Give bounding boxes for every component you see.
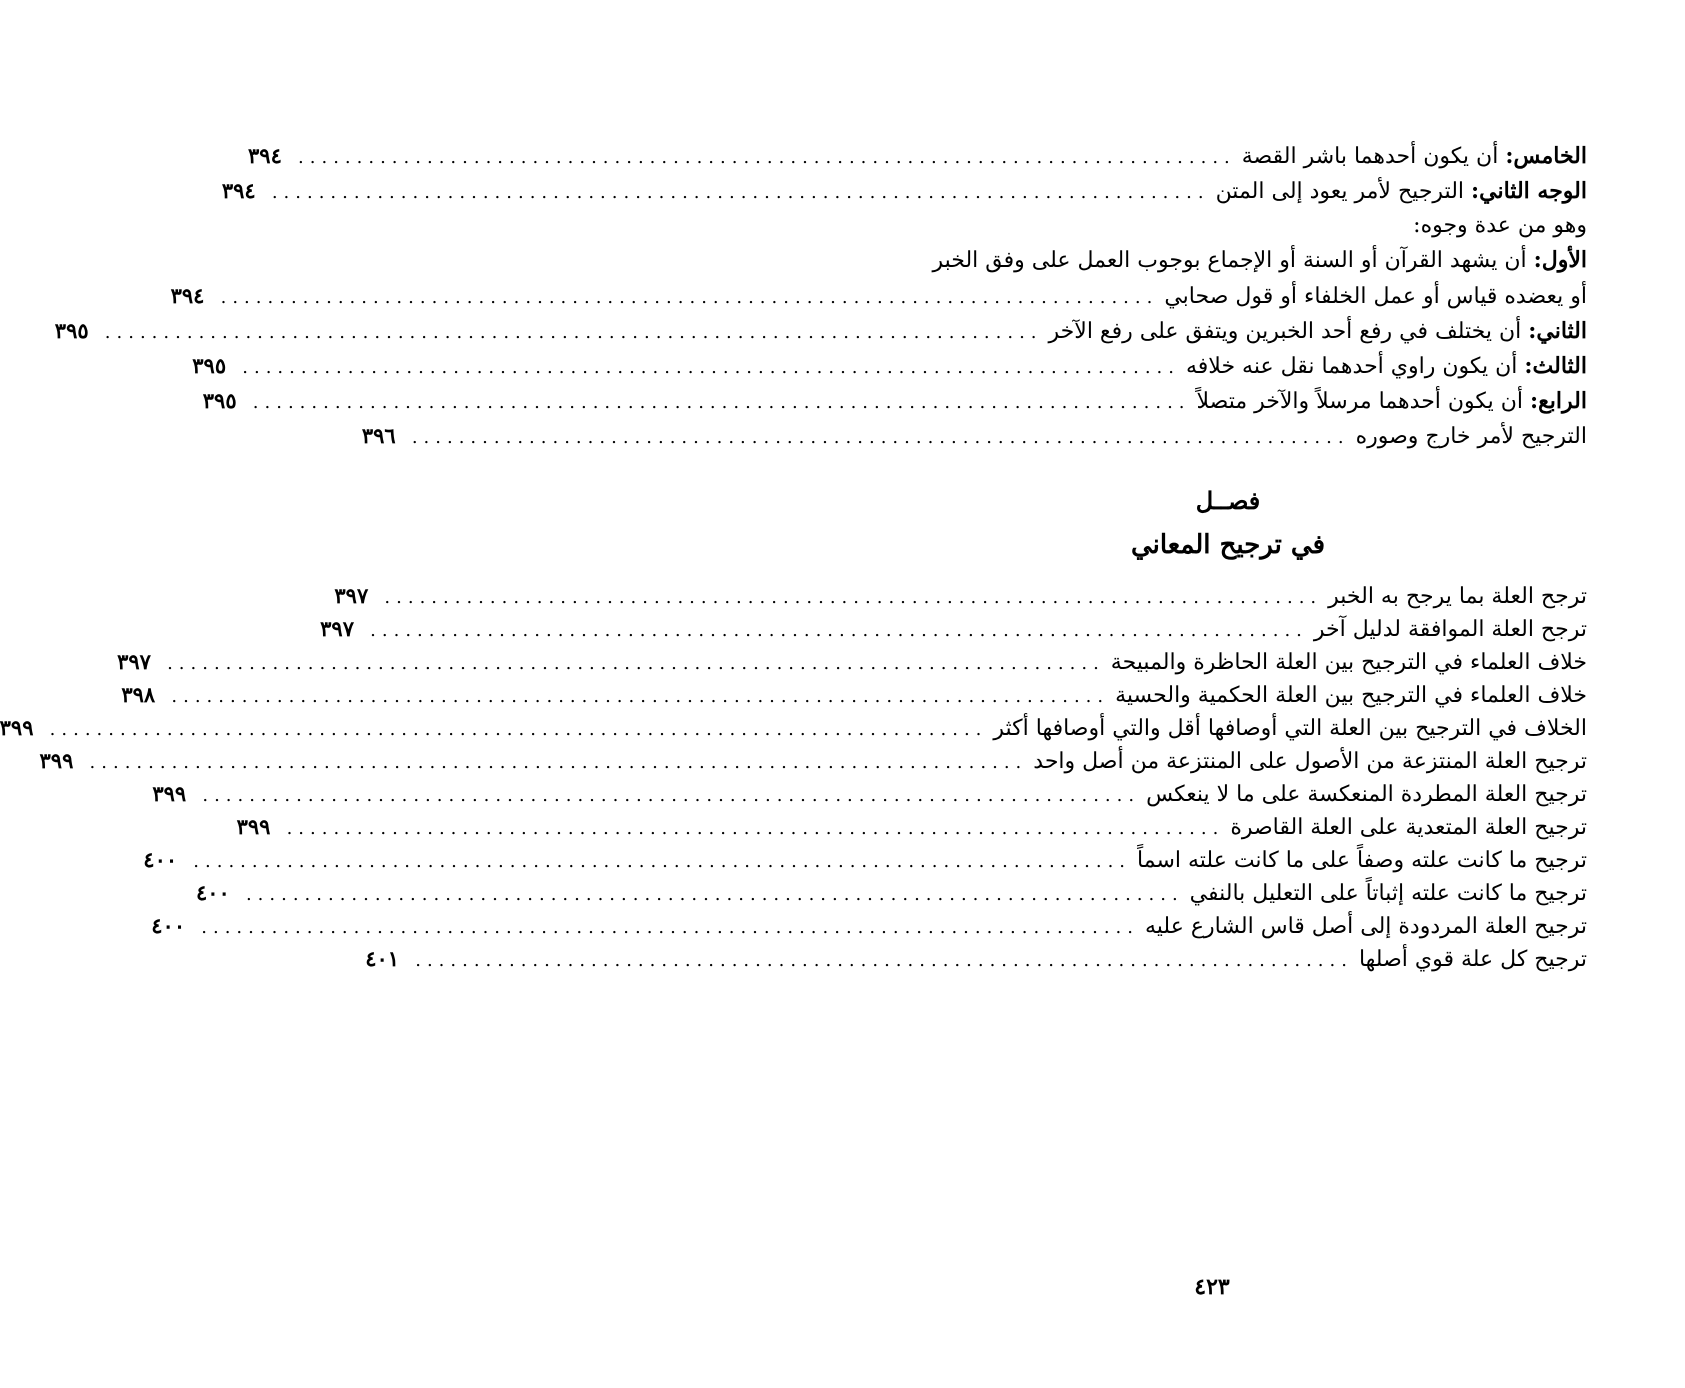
dot-leader: ................................................................................ xyxy=(167,653,1105,674)
entry-lead: الوجه الثاني: xyxy=(1471,178,1587,204)
toc-entry xyxy=(0,711,1587,744)
entry-text xyxy=(1356,419,1587,454)
toc-entry xyxy=(195,876,1587,909)
dot-leader: ................................................................................ xyxy=(242,357,1180,378)
entry-text xyxy=(1186,349,1587,384)
entry-title: ترجيح العلة المطردة المنعكسة على ما لا ينعكس xyxy=(1146,782,1587,807)
entry-title: ترجح العلة بما يرجح به الخبر xyxy=(1328,584,1587,609)
toc-entry xyxy=(192,348,1587,383)
entry-title: خلاف العلماء في الترجيح بين العلة الحاظرة والمبيحة xyxy=(1110,650,1587,675)
page-number: ٣٩٩ xyxy=(0,715,34,740)
toc-entry xyxy=(143,843,1587,876)
entry-title: الترجيح لأمر يعود إلى المتن xyxy=(1215,179,1465,204)
toc-entry xyxy=(221,173,1587,208)
page-number: ٣٩٥ xyxy=(54,318,89,343)
entry-title-line1: أن يشهد القرآن أو السنة أو الإجماع بوجوب العمل على وفق الخبر xyxy=(932,248,1527,273)
entry-lead: الخامس: xyxy=(1505,143,1587,169)
toc-entry xyxy=(361,418,1587,453)
page-number: ٤٠٠ xyxy=(195,880,230,905)
entry-text xyxy=(1242,139,1587,174)
toc-entry xyxy=(39,744,1587,777)
page-number: ٣٩٦ xyxy=(361,423,396,448)
dot-leader: ................................................................................ xyxy=(271,182,1210,203)
dot-leader: ................................................................................ xyxy=(49,719,988,740)
dot-leader: ................................................................................ xyxy=(411,427,1350,448)
intro-text: وهو من عدة وجوه: xyxy=(1413,213,1587,238)
page-number: ٣٩٤ xyxy=(221,178,256,203)
toc-entry xyxy=(152,777,1587,810)
dot-leader: ................................................................................ xyxy=(201,917,1139,938)
entry-lead: الثالث: xyxy=(1524,353,1587,379)
page-number: ٣٩٧ xyxy=(117,649,151,674)
page-number: ٤٠١ xyxy=(365,946,400,971)
page-number: ٣٩٥ xyxy=(192,353,227,378)
page-number: ٣٩٥ xyxy=(202,388,237,413)
dot-leader: ................................................................................ xyxy=(370,620,1308,641)
entry-title: أن يختلف في رفع أحد الخبرين ويتفق على رفع الآخر xyxy=(1048,319,1522,344)
toc-entry xyxy=(248,138,1587,173)
page-number: ٣٩٩ xyxy=(39,748,74,773)
entry-text xyxy=(1216,174,1587,209)
dot-leader: ................................................................................ xyxy=(104,322,1043,343)
entry-title: ترجيح ما كانت علته وصفاً على ما كانت علته اسماً xyxy=(1137,848,1587,873)
entry-lead: الرابع: xyxy=(1529,388,1587,414)
entry-title: ترجح العلة الموافقة لدليل آخر xyxy=(1313,617,1587,642)
page-number: ٣٩٤ xyxy=(170,283,205,308)
entry-title: ترجيح كل علة قوي أصلها xyxy=(1358,947,1587,972)
entry-title: خلاف العلماء في الترجيح بين العلة الحكمية والحسية xyxy=(1115,683,1587,708)
section-entries xyxy=(0,579,1587,975)
page-number: ٣٩٩ xyxy=(236,814,271,839)
entry-text xyxy=(1049,314,1587,349)
toc-entry xyxy=(320,612,1587,645)
page-number: ٣٩٩ xyxy=(152,781,187,806)
dot-leader: ................................................................................ xyxy=(415,950,1353,971)
toc-entry xyxy=(151,909,1587,942)
toc-entry xyxy=(236,810,1587,843)
entry-title: أن يكون راوي أحدهما نقل عنه خلافه xyxy=(1186,354,1518,379)
dot-leader: ................................................................................ xyxy=(286,818,1225,839)
dot-leader: ................................................................................ xyxy=(193,851,1132,872)
dot-leader: ................................................................................ xyxy=(384,587,1323,608)
toc-entry xyxy=(334,579,1587,612)
entry-title: ترجيح العلة المنتزعة من الأصول على المنتزعة من أصل واحد xyxy=(1033,749,1587,774)
toc-entry-multiline-second xyxy=(170,278,1587,313)
page-folio: ٤٢٣ xyxy=(1194,1274,1230,1300)
intro-line xyxy=(869,208,1587,243)
dot-leader: ................................................................................ xyxy=(245,884,1184,905)
page-number: ٣٩٨ xyxy=(121,682,156,707)
dot-leader: ................................................................................ xyxy=(89,752,1028,773)
entry-title-line2: أو يعضده قياس أو عمل الخلفاء أو قول صحابي xyxy=(1164,284,1587,309)
dot-leader: ................................................................................ xyxy=(220,287,1159,308)
toc-entry xyxy=(117,645,1587,678)
entry-text xyxy=(1197,384,1587,419)
page-number: ٣٩٤ xyxy=(248,143,282,168)
toc-entry xyxy=(54,313,1587,348)
dot-leader: ................................................................................ xyxy=(171,686,1110,707)
entry-title: الخلاف في الترجيح بين العلة التي أوصافها أقل والتي أوصافها أكثر xyxy=(993,716,1587,741)
entry-lead: الأول: xyxy=(1533,247,1587,273)
toc-entry-multiline-first xyxy=(869,243,1587,278)
entry-title: ترجيح العلة المردودة إلى أصل قاس الشارع عليه xyxy=(1145,914,1587,939)
table-of-contents xyxy=(0,138,1587,975)
entry-title: ترجيح ما كانت علته إثباتاً على التعليل بالنفي xyxy=(1189,881,1587,906)
dot-leader: ................................................................................ xyxy=(298,147,1236,168)
toc-entry xyxy=(365,942,1587,975)
section-subtitle: في ترجيح المعاني xyxy=(1130,530,1326,560)
page-number: ٣٩٧ xyxy=(320,616,354,641)
entry-title: ترجيح العلة المتعدية على العلة القاصرة xyxy=(1230,815,1587,840)
page-number: ٤٠٠ xyxy=(143,847,178,872)
page-number: ٣٩٧ xyxy=(334,583,369,608)
toc-entry xyxy=(202,383,1587,418)
entry-lead: الثاني: xyxy=(1528,318,1587,344)
section-label: فصــل xyxy=(1195,486,1261,515)
entry-title: الترجيح لأمر خارج وصوره xyxy=(1355,424,1587,449)
entry-title: أن يكون أحدهما باشر القصة xyxy=(1241,144,1499,169)
dot-leader: ................................................................................ xyxy=(202,785,1141,806)
entry-text xyxy=(932,243,1587,278)
dot-leader: ................................................................................ xyxy=(252,392,1191,413)
toc-entry xyxy=(121,678,1587,711)
entry-title: أن يكون أحدهما مرسلاً والآخر متصلاً xyxy=(1196,389,1523,414)
section-heading xyxy=(869,481,1587,569)
page-number: ٤٠٠ xyxy=(151,913,186,938)
